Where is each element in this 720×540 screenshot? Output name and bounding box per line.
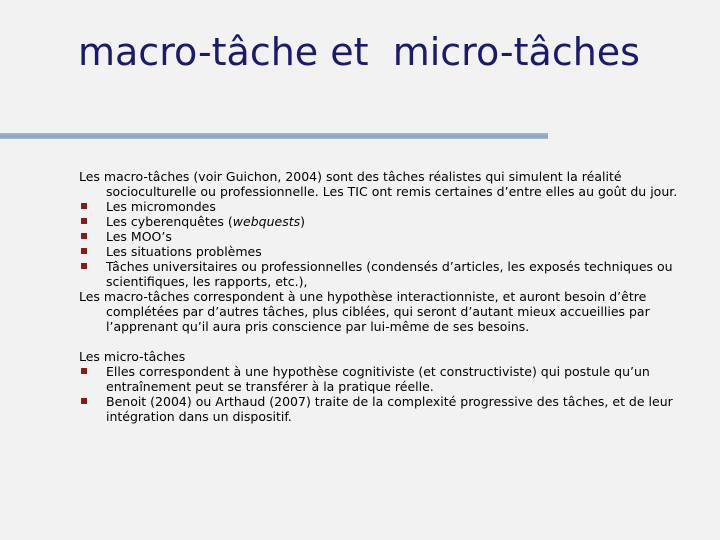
title-divider <box>0 133 548 139</box>
square-bullet-icon <box>81 398 87 404</box>
list-item <box>79 364 699 394</box>
slide-body <box>79 169 699 424</box>
list-item-emphasis: webquests <box>232 214 301 229</box>
square-bullet-icon <box>81 368 87 374</box>
square-bullet-icon <box>81 218 87 224</box>
list-item-text-end: ) <box>300 214 306 229</box>
list-item-text: Elles correspondent à une hypothèse cognitiviste (et constructiviste) qui postule qu’un entraînement peut se transférer à la pratique réelle. <box>106 364 650 394</box>
list-item <box>79 259 699 289</box>
list-item <box>79 244 699 259</box>
list-item-text: Les cyberenquêtes ( <box>106 214 233 229</box>
list-item-text: Les situations problèmes <box>106 244 262 259</box>
list-item-text: Les micromondes <box>106 199 216 214</box>
square-bullet-icon <box>81 203 87 209</box>
micro-heading: Les micro-tâches <box>79 349 186 364</box>
list-item <box>79 394 699 424</box>
macro-conclusion: Les macro-tâches correspondent à une hypothèse interactionniste, et auront besoin d’être complétées par d’autres tâches, plus ciblées, qui seront d’autant mieux accueillies par l’apprenant qu’il aura pris conscience par lui-même de ses besoins. <box>79 289 650 334</box>
macro-intro: Les macro-tâches (voir Guichon, 2004) sont des tâches réalistes qui simulent la réalité socioculturelle ou professionnelle. Les TIC ont remis certaines d’entre elles au goût du jour. <box>79 169 678 199</box>
list-item <box>79 229 699 244</box>
square-bullet-icon <box>81 233 87 239</box>
list-item-text: Benoit (2004) ou Arthaud (2007) traite de la complexité progressive des tâches, et de leur intégration dans un dispositif. <box>106 394 673 424</box>
list-item <box>79 199 699 214</box>
square-bullet-icon <box>81 248 87 254</box>
spacer <box>79 334 699 349</box>
list-item-text: Les MOO’s <box>106 229 172 244</box>
slide-title: macro-tâche et micro-tâches <box>78 30 640 74</box>
list-item-text: Tâches universitaires ou professionnelles (condensés d’articles, les exposés techniques ou scientifiques, les rapports, etc.), <box>106 259 673 289</box>
list-item <box>79 214 699 229</box>
square-bullet-icon <box>81 263 87 269</box>
